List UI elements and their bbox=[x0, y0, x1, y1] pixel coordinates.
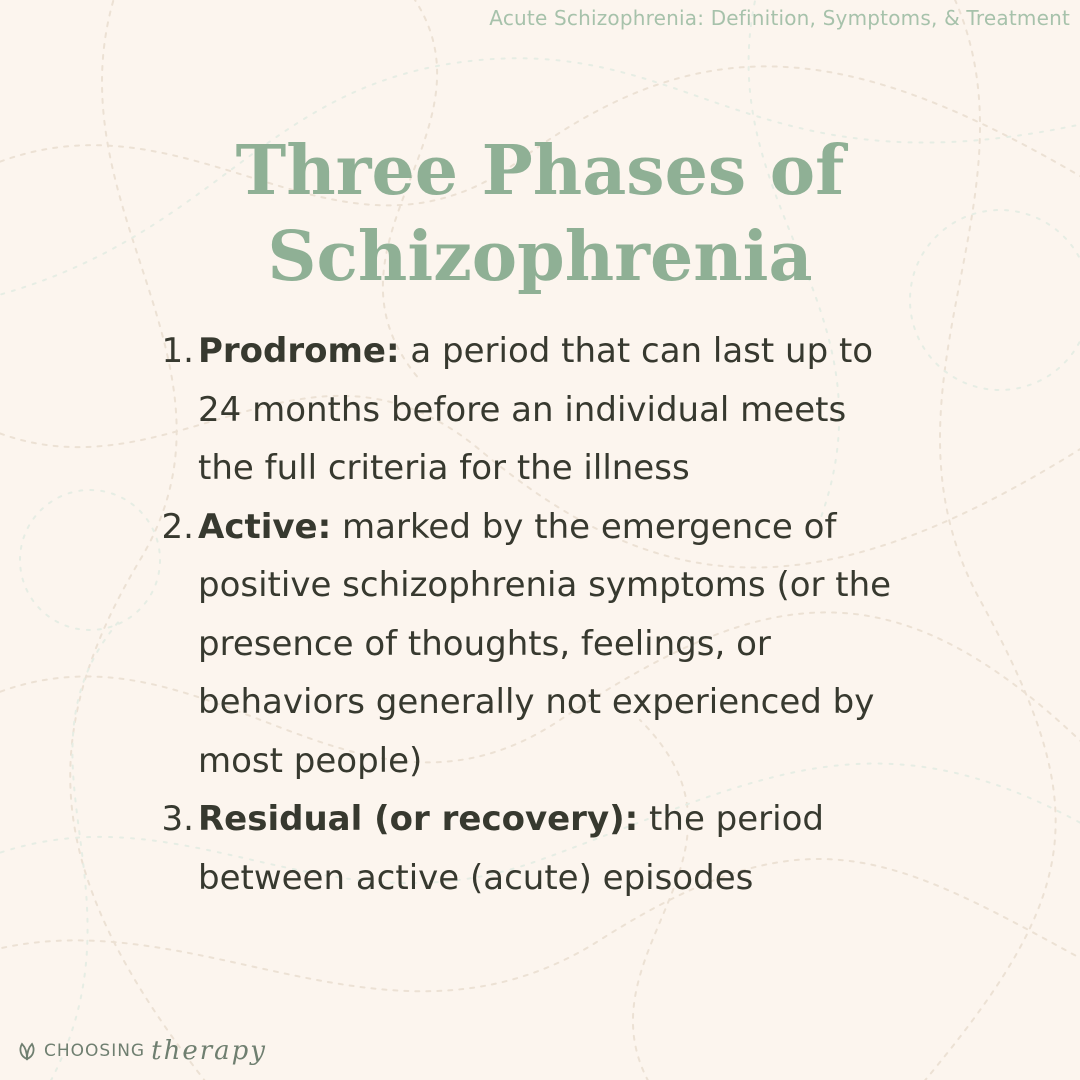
phase-term: Prodrome: bbox=[198, 331, 400, 371]
page-title bbox=[0, 128, 1080, 300]
phase-item-residual bbox=[161, 790, 958, 907]
phase-number: 1. bbox=[161, 331, 194, 371]
phase-item-prodrome bbox=[161, 322, 958, 498]
brand-name: CHOOSING bbox=[44, 1041, 146, 1061]
phase-term: Residual (or recovery): bbox=[198, 799, 639, 839]
leaf-logo-icon bbox=[16, 1040, 38, 1062]
phase-description-line: a period that can last up to bbox=[399, 331, 874, 371]
phase-term: Active: bbox=[198, 506, 332, 547]
page-title-line-1: Three Phases of bbox=[235, 131, 845, 211]
phase-description-line: 24 months before an individual meets bbox=[198, 389, 847, 430]
phase-description-line: between active (acute) episodes bbox=[198, 857, 754, 898]
brand-logo bbox=[16, 1036, 267, 1066]
phase-description-line: presence of thoughts, feelings, or bbox=[198, 623, 771, 664]
phase-description-line: positive schizophrenia symptoms (or the bbox=[198, 565, 892, 605]
phase-number: 2. bbox=[161, 506, 194, 547]
phase-description-line: the full criteria for the illness bbox=[198, 448, 690, 488]
phase-item-active bbox=[161, 498, 958, 791]
brand-script-wordmark: therapy bbox=[151, 1036, 267, 1066]
article-title-caption: Acute Schizophrenia: Definition, Symptoms, & Treatment bbox=[489, 6, 1070, 30]
phase-description-line: most people) bbox=[198, 740, 423, 781]
page-title-line-2: Schizophrenia bbox=[267, 217, 813, 297]
phase-number: 3. bbox=[161, 799, 194, 839]
phase-description-line: the period bbox=[638, 799, 824, 839]
phase-description-line: marked by the emergence of bbox=[331, 506, 837, 547]
phase-description-line: behaviors generally not experienced by bbox=[198, 682, 875, 722]
phases-list bbox=[161, 322, 958, 907]
